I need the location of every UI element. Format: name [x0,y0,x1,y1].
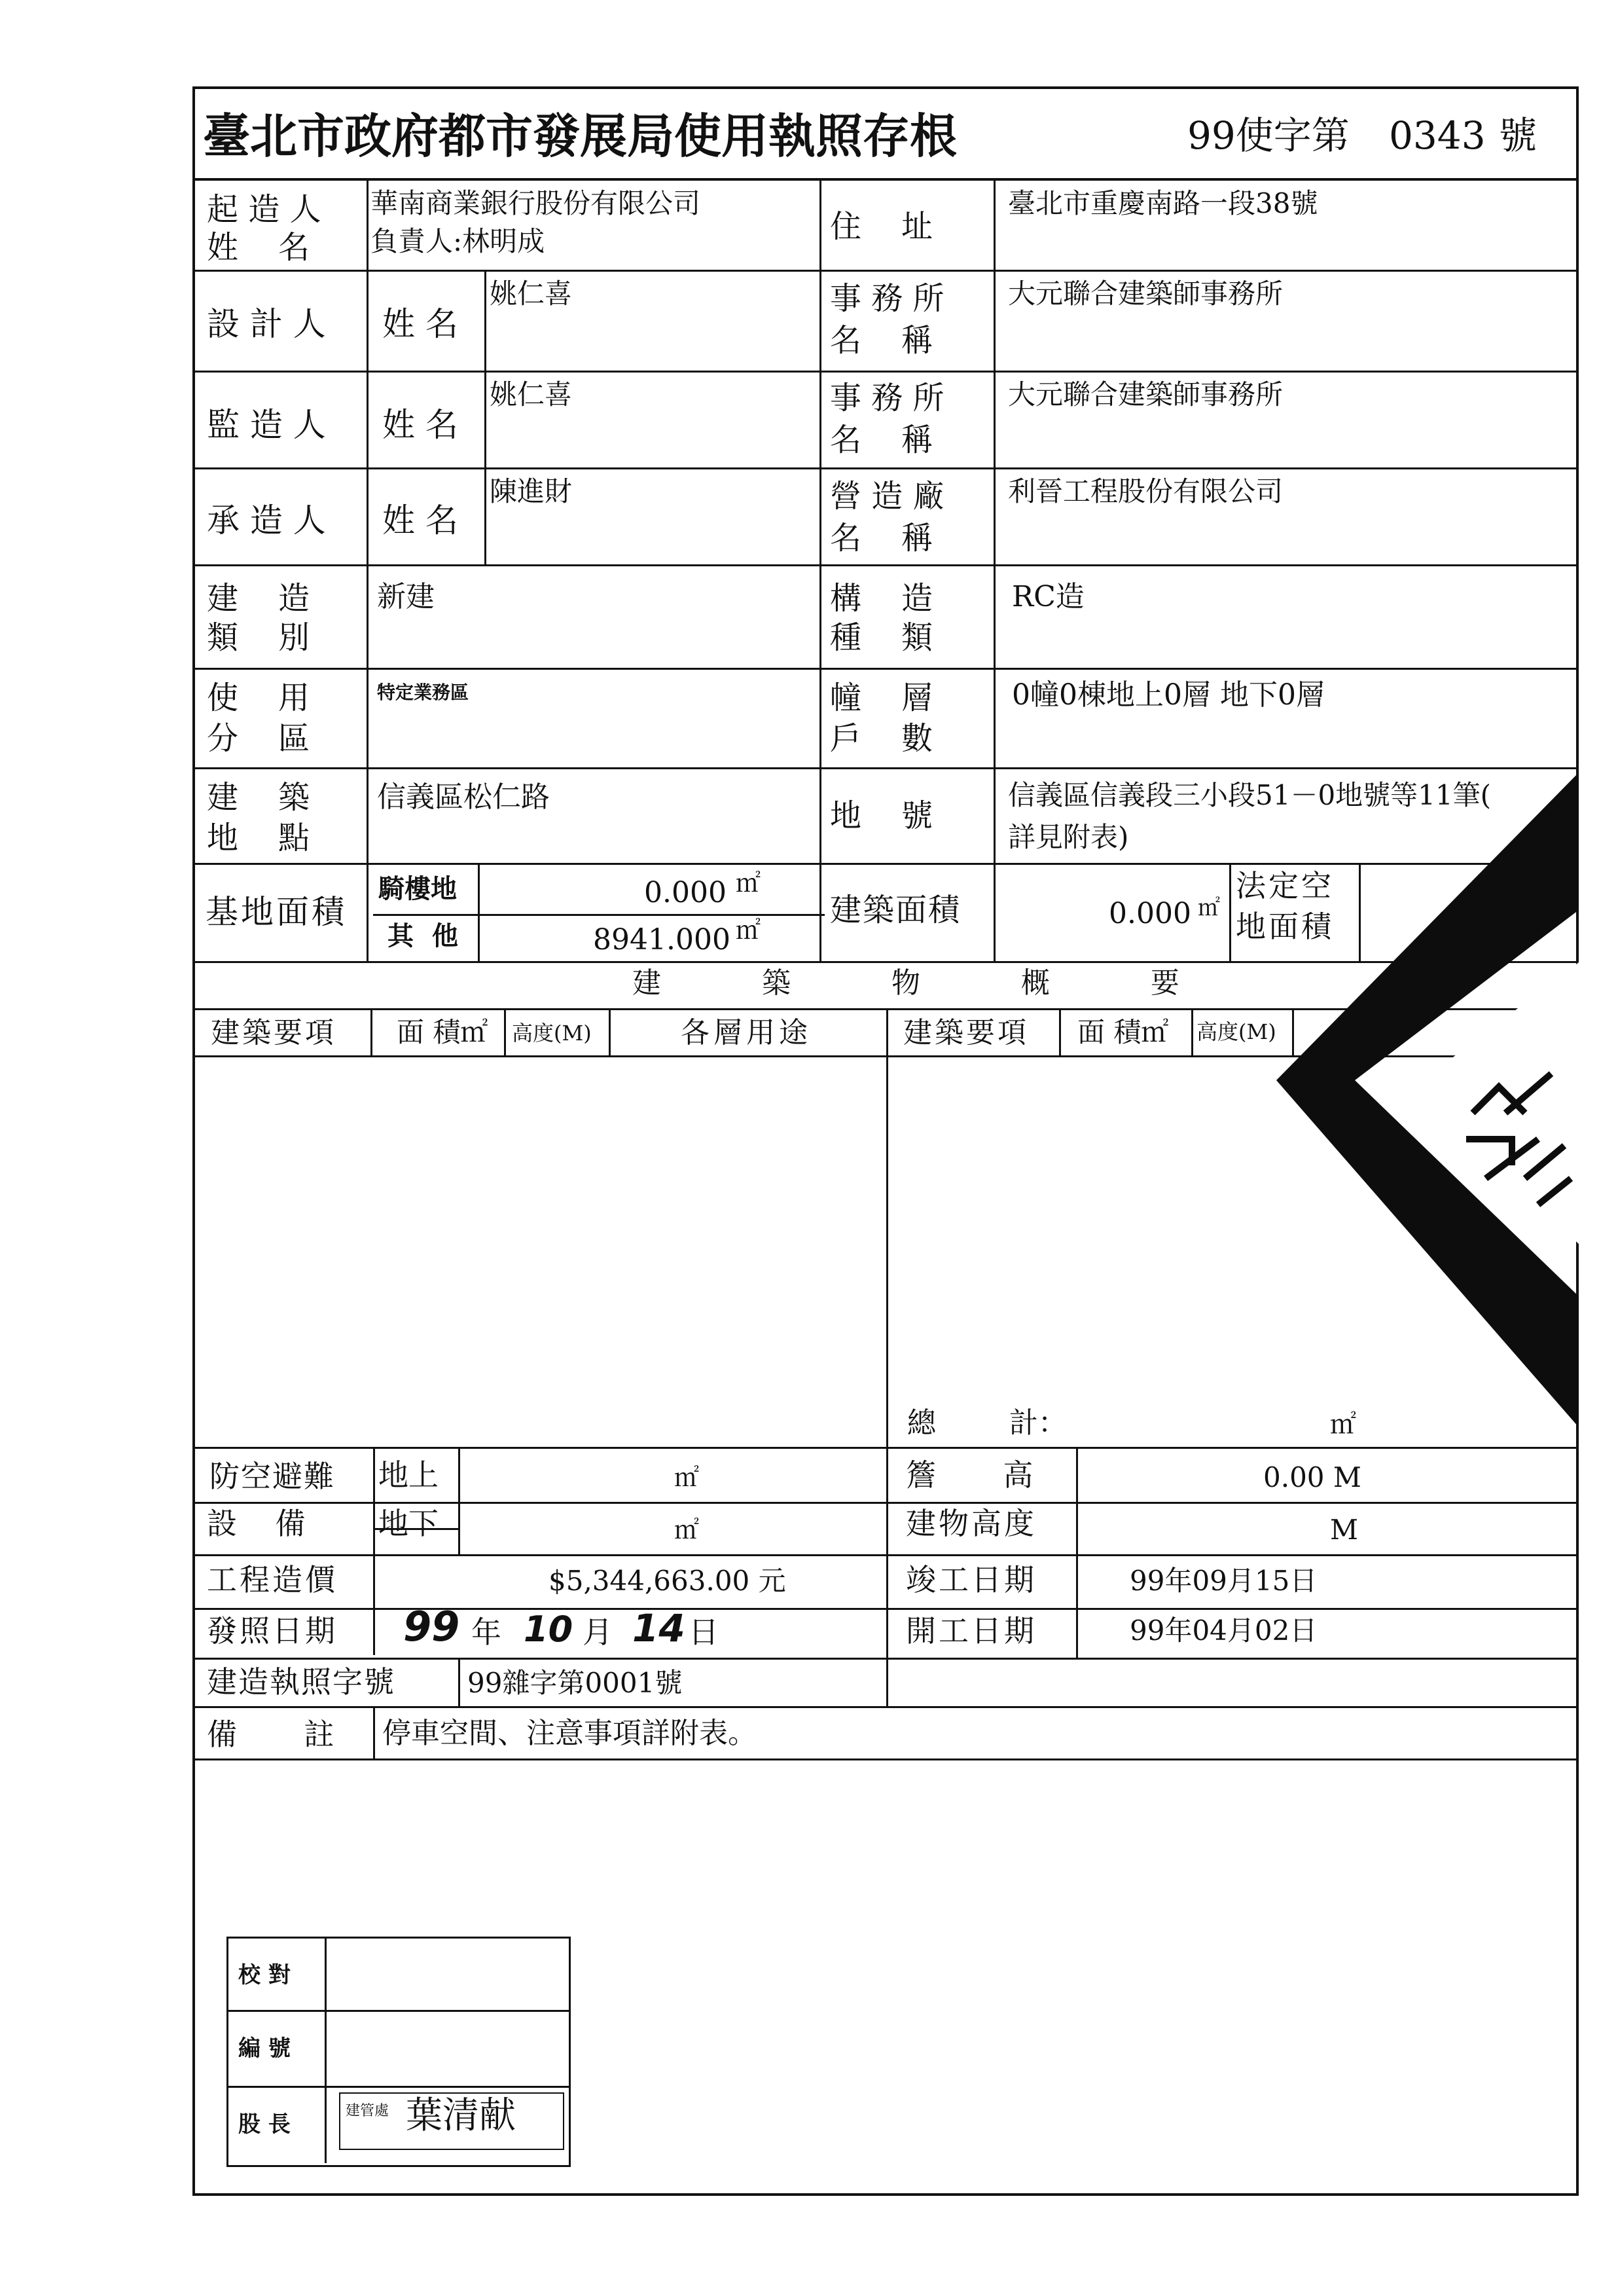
label-builder-name: 姓 名 [207,229,310,266]
eave-height: 0.00 M [1263,1461,1361,1493]
arcade-area-unit: ㎡ [736,869,761,898]
label-supervisor: 監 造 人 [207,406,326,444]
rule [1229,863,1231,961]
rule [192,371,1579,373]
doc-number-prefix: 99使字第 [1187,113,1350,158]
label-address: 住 址 [830,208,933,245]
label-site-2: 地 點 [207,820,310,856]
label-lot-number: 地 號 [830,797,933,834]
label-build-type-2: 類 別 [207,619,310,656]
rule [192,1706,1579,1708]
col-height: 高度(M) [512,1021,592,1046]
label-use-zone-2: 分 區 [207,720,310,757]
label-supervisor-name: 姓 名 [382,406,458,444]
build-type: 新建 [377,580,435,613]
rule [192,767,1579,769]
label-arcade: 騎樓地 [378,873,457,904]
rule [484,270,486,564]
label-builder: 起 造 人 [207,191,321,228]
issue-year-label: 年 [471,1614,501,1650]
designer-name: 姚仁喜 [490,278,573,310]
label-remark: 備 註 [207,1717,334,1752]
label-use-zone: 使 用 [207,680,310,716]
start-date: 99年04月02日 [1130,1614,1318,1647]
label-designer-name: 姓 名 [382,305,458,343]
label-contractor: 承 造 人 [207,501,326,539]
label-shelter: 防空避難 [209,1459,335,1494]
rule [192,178,1579,181]
label-building-height: 建物高度 [906,1506,1037,1541]
label-number: 編 號 [238,2035,291,2062]
lot-number-line2: 詳見附表) [1008,821,1129,853]
rule [367,178,369,961]
issue-month-label: 月 [583,1614,613,1650]
rule [1059,1008,1061,1055]
rule [192,564,1579,566]
shelter-above-unit: ㎡ [674,1463,700,1492]
rule [458,1658,460,1706]
issue-day-handwritten: 14 [632,1606,685,1650]
stamp-office: 建管處 [346,2103,389,2119]
label-designer-office-2: 名 稱 [830,322,933,359]
rule [192,668,1579,670]
shelter-below-unit: ㎡ [674,1516,700,1544]
label-site-area: 基地面積 [206,893,347,931]
label-start-date: 開工日期 [906,1613,1037,1649]
issue-month-handwritten: 10 [524,1609,573,1650]
rule [192,467,1579,469]
building-height-unit: M [1330,1514,1359,1546]
stamp-name: 葉清献 [406,2094,516,2137]
label-building-area: 建築面積 [830,892,962,928]
rule [458,1447,460,1554]
section-overview: 建 築 物 概 要 [632,966,1207,1000]
label-eave-height: 簷 高 [906,1457,1034,1493]
col-height-right: 高度(M) [1196,1019,1276,1044]
rule [819,178,821,961]
col-use: 各層用途 [681,1016,812,1049]
label-legal-open-2: 地面積 [1236,909,1334,944]
label-designer: 設 計 人 [207,305,326,343]
rule [192,1658,1579,1660]
total-unit: ㎡ [1330,1410,1356,1440]
builder-representative: 負責人:林明成 [370,225,545,257]
col-item-right: 建築要項 [903,1016,1029,1049]
label-contractor-name: 姓 名 [382,501,458,539]
label-cost: 工程造價 [207,1562,338,1597]
issue-year-handwritten: 99 [403,1603,460,1650]
rule [192,1758,1579,1760]
label-designer-office: 事 務 所 [830,280,944,317]
rule [994,178,996,961]
rule [192,270,1579,272]
designer-office: 大元聯合建築師事務所 [1008,278,1284,310]
label-floors: 幢 層 [830,680,933,716]
label-shelter-above: 地上 [378,1457,439,1493]
label-floors-2: 戶 數 [830,720,933,757]
col-item: 建築要項 [211,1016,336,1049]
document-title: 臺北市政府都市發展局使用執照存根 [203,108,958,164]
rule [478,863,480,961]
use-zone: 特定業務區 [377,682,469,703]
other-area-unit: ㎡ [736,916,761,945]
total-label: 總 計： [907,1406,1067,1440]
label-structure: 構 造 [830,580,933,617]
label-supervisor-office: 事 務 所 [830,380,944,416]
label-completion-date: 竣工日期 [906,1562,1037,1597]
col-area: 面 積㎡ [397,1016,488,1048]
building-area-unit: ㎡ [1198,895,1220,921]
label-contractor-factory: 營 造 廠 [830,478,944,515]
rule [226,2086,571,2088]
issue-day-label: 日 [689,1614,719,1650]
project-cost: $5,344,663.00 元 [548,1565,786,1597]
rule [609,1008,611,1055]
rule [373,1447,375,1655]
doc-number-suffix: 號 [1499,113,1537,158]
builder-address: 臺北市重慶南路一段38號 [1008,187,1318,219]
label-permit-number: 建造執照字號 [207,1664,395,1700]
label-contractor-factory-2: 名 稱 [830,520,933,556]
builder-company: 華南商業銀行股份有限公司 [370,187,701,219]
doc-number: 0343 [1389,113,1486,158]
label-other: 其 他 [387,920,458,951]
other-area: 8941.000 [593,923,730,957]
label-check: 校 對 [238,1962,291,1988]
floor-count: 0幢0棟地上0層 地下0層 [1012,678,1325,712]
rule [325,1937,327,2163]
lot-number-line1: 信義區信義段三小段51－0地號等11筆( [1008,779,1491,811]
rule [504,1008,506,1055]
rule [192,1447,1579,1449]
label-site: 建 築 [207,779,310,816]
rule [370,1008,372,1055]
rule [886,1008,888,1706]
label-section-chief: 股 長 [238,2111,291,2138]
permit-number: 99雜字第0001號 [467,1667,683,1699]
supervisor-name: 姚仁喜 [490,378,573,410]
label-shelter-below: 地下 [378,1506,439,1541]
rule [192,1502,1579,1504]
completion-date: 99年09月15日 [1130,1565,1318,1597]
rule [192,1608,1579,1610]
label-structure-2: 種 類 [830,619,933,656]
site-location: 信義區松仁路 [377,780,550,814]
rule [1076,1447,1078,1658]
label-legal-open: 法定空 [1236,868,1334,903]
contractor-factory: 利晉工程股份有限公司 [1008,475,1284,507]
label-supervisor-office-2: 名 稱 [830,422,933,458]
rule [226,2010,571,2012]
label-build-type: 建 造 [207,580,310,617]
arcade-area: 0.000 [644,876,727,909]
rule [1191,1008,1193,1055]
contractor-name: 陳進財 [490,475,573,507]
remark-text: 停車空間、注意事項詳附表。 [382,1717,757,1750]
label-issue-date: 發照日期 [207,1613,338,1649]
supervisor-office: 大元聯合建築師事務所 [1008,378,1284,410]
rule [192,1554,1579,1556]
building-area: 0.000 [1109,897,1191,930]
structure-type: RC造 [1012,580,1085,613]
rule [373,1706,375,1758]
official-seal-icon [1276,773,1579,1427]
col-area-right: 面 積㎡ [1077,1016,1169,1048]
label-shelter-2: 設 備 [207,1506,306,1541]
